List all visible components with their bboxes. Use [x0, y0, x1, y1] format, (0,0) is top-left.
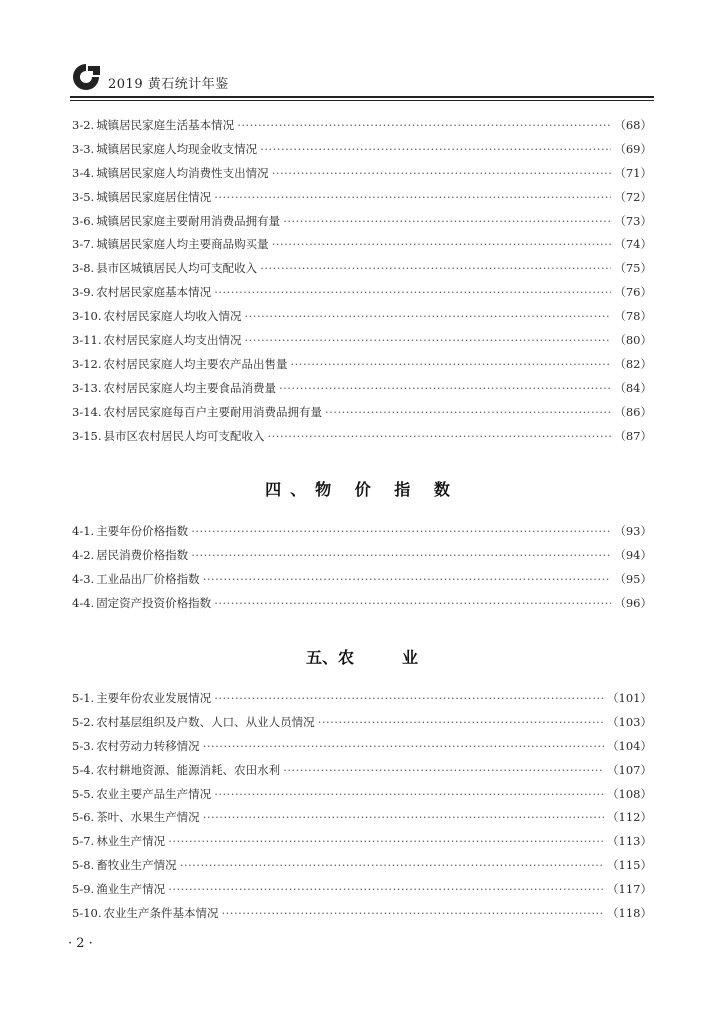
toc-entry-title: 城镇居民家庭生活基本情况 — [96, 118, 235, 132]
toc-entry-title: 农村居民家庭人均收入情况 — [103, 309, 242, 324]
toc-entry-number: 5-9. — [72, 882, 95, 897]
toc-leader-dots — [214, 596, 611, 610]
toc-entry-page: （115） — [607, 858, 652, 873]
toc-entry[interactable] — [72, 786, 652, 810]
toc-entry-title: 农村居民家庭基本情况 — [96, 285, 212, 300]
toc-list-section-4 — [72, 523, 652, 619]
toc-entry-title: 林业生产情况 — [96, 834, 166, 849]
toc-entry-page: （107） — [607, 762, 652, 777]
toc-entry-number: 3-5. — [72, 189, 95, 204]
toc-entry-page: （117） — [607, 882, 652, 897]
toc-entry[interactable] — [72, 117, 652, 141]
toc-entry-number: 3-7. — [72, 237, 95, 252]
toc-entry-title: 固定资产投资价格指数 — [96, 595, 212, 610]
toc-entry-title: 县市区城镇居民人均可支配收入 — [96, 261, 258, 276]
toc-leader-dots — [260, 142, 611, 156]
toc-entry-title: 茶叶、水果生产情况 — [96, 810, 200, 825]
toc-entry-page: （69） — [614, 141, 652, 156]
toc-entry-title: 主要年份价格指数 — [96, 524, 189, 538]
header-rule — [70, 96, 654, 98]
toc-entry-title: 农村居民家庭人均主要农产品出售量 — [103, 356, 288, 371]
toc-entry[interactable] — [72, 189, 652, 213]
toc-leader-dots — [203, 810, 604, 824]
toc-entry[interactable] — [72, 714, 652, 738]
section-heading-price-index: 四、物 价 指 数 — [265, 480, 459, 499]
toc-entry-number: 4-2. — [72, 547, 95, 562]
toc-entry-page: （73） — [614, 213, 652, 228]
toc-entry-number: 5-10. — [72, 906, 102, 921]
toc-leader-dots — [191, 548, 611, 562]
toc-entry-page: （113） — [607, 834, 652, 849]
toc-entry-page: （104） — [607, 738, 652, 753]
toc-entry-number: 3-12. — [72, 356, 102, 371]
toc-list-section-5 — [72, 690, 652, 929]
toc-entry-number: 3-6. — [72, 213, 95, 228]
toc-entry-title: 城镇居民家庭人均消费性支出情况 — [96, 165, 269, 180]
toc-entry-number: 5-7. — [72, 834, 95, 849]
toc-entry-page: （74） — [614, 237, 652, 252]
toc-leader-dots — [214, 787, 604, 801]
toc-entry-page: （112） — [607, 810, 652, 825]
toc-leader-dots — [214, 691, 604, 705]
toc-entry-page: （72） — [614, 189, 652, 204]
toc-entry-number: 5-6. — [72, 810, 95, 825]
toc-entry-title: 农村耕地资源、能源消耗、农田水利 — [96, 762, 281, 777]
toc-entry[interactable] — [72, 690, 652, 714]
toc-entry-title: 城镇居民家庭主要耐用消费品拥有量 — [96, 213, 281, 228]
toc-entry-page: （78） — [614, 309, 652, 324]
toc-leader-dots — [237, 118, 611, 132]
toc-entry-number: 3-2. — [72, 118, 95, 132]
toc-leader-dots — [283, 763, 604, 777]
toc-entry-page: （76） — [614, 285, 652, 300]
toc-entry[interactable] — [72, 905, 652, 929]
toc-entry-page: （71） — [614, 165, 652, 180]
toc-entry-title: 主要年份农业发展情况 — [96, 691, 212, 705]
toc-entry-number: 3-15. — [72, 428, 102, 443]
toc-entry-title: 畜牧业生产情况 — [96, 858, 177, 873]
toc-leader-dots — [272, 166, 612, 180]
toc-entry[interactable] — [72, 213, 652, 237]
toc-entry-number: 5-3. — [72, 738, 95, 753]
toc-list-section-3 — [72, 117, 652, 451]
toc-entry-page: （95） — [614, 571, 652, 586]
toc-leader-dots — [279, 381, 611, 395]
toc-entry-number: 3-14. — [72, 404, 102, 419]
toc-entry-number: 5-5. — [72, 786, 95, 801]
toc-entry[interactable] — [72, 809, 652, 833]
toc-leader-dots — [325, 405, 611, 419]
toc-entry[interactable] — [72, 547, 652, 571]
toc-entry-title: 城镇居民家庭人均主要商品购买量 — [96, 237, 269, 252]
toc-entry-page: （108） — [607, 786, 652, 801]
toc-entry-number: 3-4. — [72, 165, 95, 180]
toc-entry[interactable] — [72, 308, 652, 332]
toc-entry[interactable] — [72, 332, 652, 356]
header-title: 2019 黄石统计年鉴 — [108, 77, 229, 92]
toc-entry[interactable] — [72, 236, 652, 260]
toc-entry-number: 3-9. — [72, 285, 95, 300]
toc-leader-dots — [168, 882, 604, 896]
toc-entry-number: 3-3. — [72, 141, 95, 156]
toc-entry[interactable] — [72, 571, 652, 595]
toc-entry-number: 3-10. — [72, 309, 102, 324]
toc-entry[interactable] — [72, 380, 652, 404]
toc-entry-number: 3-11. — [72, 333, 102, 348]
toc-entry-title: 农业生产条件基本情况 — [103, 906, 219, 921]
section-heading-agriculture: 五、农 业 — [305, 648, 418, 667]
toc-entry[interactable] — [72, 833, 652, 857]
toc-entry-title: 城镇居民家庭居住情况 — [96, 189, 212, 204]
toc-entry-number: 4-4. — [72, 595, 95, 610]
toc-entry-title: 农村居民家庭每百户主要耐用消费品拥有量 — [103, 404, 322, 419]
toc-entry-page: （96） — [614, 595, 652, 610]
toc-entry[interactable] — [72, 523, 652, 547]
toc-leader-dots — [168, 834, 604, 848]
toc-entry-title: 工业品出厂价格指数 — [96, 571, 200, 586]
toc-entry-page: （84） — [614, 380, 652, 395]
toc-entry-page: （103） — [607, 714, 652, 729]
toc-entry-title: 农村居民家庭人均主要食品消费量 — [103, 380, 276, 395]
toc-entry[interactable] — [72, 404, 652, 428]
toc-entry[interactable] — [72, 738, 652, 762]
toc-entry-page: （68） — [614, 118, 652, 132]
toc-entry-title: 农村劳动力转移情况 — [96, 738, 200, 753]
toc-leader-dots — [245, 333, 612, 347]
toc-leader-dots — [272, 237, 612, 251]
toc-entry[interactable] — [72, 428, 652, 452]
toc-leader-dots — [318, 715, 604, 729]
toc-entry-number: 5-1. — [72, 691, 95, 705]
toc-entry-page: （75） — [614, 261, 652, 276]
toc-entry-page: （82） — [614, 356, 652, 371]
toc-entry-number: 4-1. — [72, 524, 95, 538]
toc-entry-number: 3-8. — [72, 261, 95, 276]
page-header — [70, 58, 654, 98]
toc-leader-dots — [222, 906, 605, 920]
toc-leader-dots — [203, 572, 612, 586]
toc-entry-title: 县市区农村居民人均可支配收入 — [103, 428, 265, 443]
toc-entry-page: （93） — [614, 524, 652, 538]
toc-entry[interactable] — [72, 260, 652, 284]
toc-entry-number: 4-3. — [72, 571, 95, 586]
toc-leader-dots — [214, 285, 611, 299]
toc-leader-dots — [260, 261, 611, 275]
toc-leader-dots — [283, 214, 611, 228]
toc-entry[interactable] — [72, 141, 652, 165]
toc-leader-dots — [191, 524, 611, 538]
toc-entry[interactable] — [72, 356, 652, 380]
toc-entry-page: （94） — [614, 547, 652, 562]
toc-entry-title: 城镇居民家庭人均现金收支情况 — [96, 141, 258, 156]
toc-entry-title: 农村基层组织及户数、人口、从业人员情况 — [96, 714, 315, 729]
toc-entry-page: （80） — [614, 333, 652, 348]
toc-entry-title: 农业主要产品生产情况 — [96, 786, 212, 801]
toc-leader-dots — [203, 739, 604, 753]
toc-entry-title: 居民消费价格指数 — [96, 547, 189, 562]
toc-entry[interactable] — [72, 595, 652, 619]
toc-entry-page: （101） — [607, 691, 652, 705]
toc-entry-title: 农村居民家庭人均支出情况 — [103, 333, 242, 348]
toc-entry[interactable] — [72, 284, 652, 308]
yearbook-logo-icon — [70, 62, 102, 92]
toc-entry[interactable] — [72, 762, 652, 786]
header-rule-thin — [70, 100, 654, 101]
toc-leader-dots — [180, 858, 604, 872]
page-number: · 2 · — [68, 936, 93, 951]
toc-entry-title: 渔业生产情况 — [96, 882, 166, 897]
toc-leader-dots — [291, 357, 612, 371]
toc-leader-dots — [268, 429, 612, 443]
toc-leader-dots — [214, 190, 611, 204]
toc-entry-number: 5-8. — [72, 858, 95, 873]
toc-entry-number: 5-2. — [72, 714, 95, 729]
toc-entry[interactable] — [72, 881, 652, 905]
toc-leader-dots — [245, 309, 612, 323]
toc-entry[interactable] — [72, 857, 652, 881]
toc-entry-number: 5-4. — [72, 762, 95, 777]
toc-entry-page: （86） — [614, 404, 652, 419]
toc-entry-number: 3-13. — [72, 380, 102, 395]
toc-entry-page: （118） — [607, 906, 652, 921]
toc-entry-page: （87） — [614, 428, 652, 443]
toc-entry[interactable] — [72, 165, 652, 189]
